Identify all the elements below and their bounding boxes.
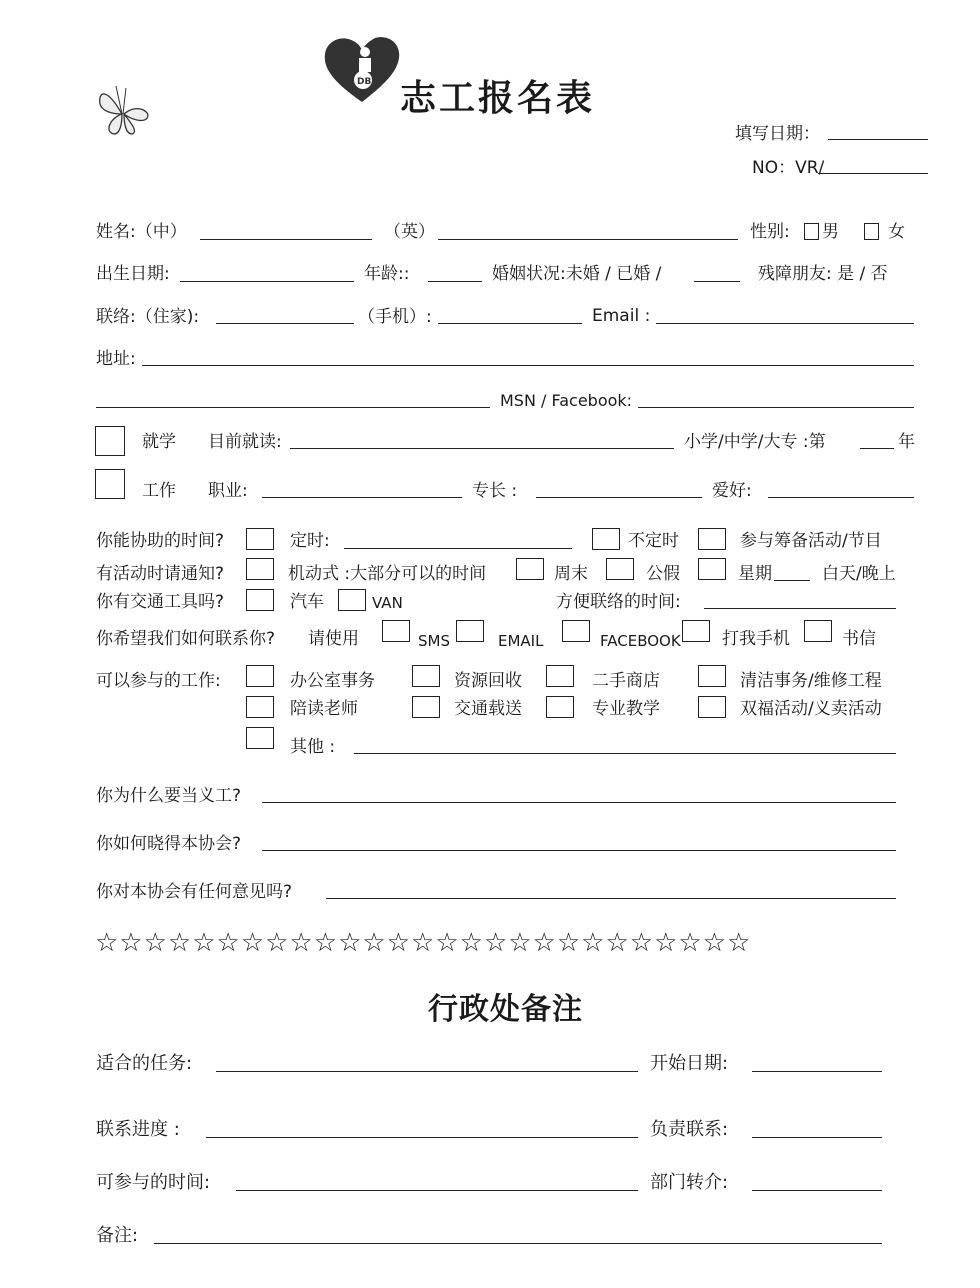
progress-field[interactable]: [206, 1137, 638, 1138]
work-checkbox-2[interactable]: [546, 665, 574, 687]
work-option-2: 二手商店: [592, 671, 660, 691]
male-checkbox[interactable]: [804, 223, 819, 240]
van-checkbox[interactable]: [338, 589, 366, 611]
start-date-field[interactable]: [752, 1071, 882, 1072]
logo: [323, 34, 401, 104]
work-label: 工作: [142, 481, 176, 501]
work-option-1: 资源回收: [454, 671, 522, 691]
question-how: 你如何晓得本协会?: [96, 834, 242, 854]
marital-label: 婚姻状况:未婚 / 已婚 /: [492, 264, 662, 284]
dept-field[interactable]: [752, 1190, 882, 1191]
fill-date-label: 填写日期：: [735, 124, 820, 144]
page-title: 志工报名表: [400, 78, 596, 119]
use-label: 请使用: [308, 629, 359, 649]
no-label: NO：VR/: [752, 158, 825, 178]
notes-label: 备注:: [96, 1225, 139, 1246]
study-current-label: 目前就读:: [208, 432, 282, 452]
owner-field[interactable]: [752, 1137, 882, 1138]
work-option-5: 交通载送: [454, 699, 522, 719]
phone-mobile-label: （手机）:: [358, 307, 432, 327]
work-option-0: 办公室事务: [290, 671, 375, 691]
address-field-2[interactable]: [96, 407, 490, 408]
contact-time-label: 方便联络的时间:: [556, 592, 681, 612]
specialty-field[interactable]: [536, 497, 702, 498]
work-checkbox[interactable]: [95, 469, 125, 499]
unfixed-label: 不定时: [628, 531, 679, 551]
fill-date-field[interactable]: [828, 139, 928, 140]
call-label: 打我手机: [722, 629, 790, 649]
holiday-checkbox[interactable]: [606, 558, 634, 580]
weekday-label: 星期: [738, 564, 772, 584]
study-year-field[interactable]: [860, 448, 894, 449]
female-checkbox[interactable]: [864, 223, 879, 240]
question-feedback: 你对本协会有任何意见吗?: [96, 882, 293, 902]
sms-label: SMS: [418, 632, 450, 650]
unfixed-checkbox[interactable]: [592, 528, 620, 550]
work-checkbox-5[interactable]: [412, 696, 440, 718]
holiday-label: 公假: [646, 564, 680, 584]
address-field[interactable]: [142, 365, 914, 366]
work-option-6: 专业教学: [592, 699, 660, 719]
email-checkbox[interactable]: [456, 620, 484, 642]
facebook-label: FACEBOOK: [600, 632, 681, 650]
prep-label: 参与筹备活动/节目: [740, 531, 882, 551]
car-label: 汽车: [290, 592, 324, 612]
job-label: 职业:: [208, 481, 248, 501]
work-option-3: 清洁事务/维修工程: [740, 671, 882, 691]
flexible-checkbox[interactable]: [246, 558, 274, 580]
male-label: 男: [822, 222, 839, 242]
task-label: 适合的任务:: [96, 1053, 193, 1074]
q-transport-label: 你有交通工具吗?: [96, 592, 225, 612]
task-field[interactable]: [216, 1071, 638, 1072]
work-option-7: 双福活动/义卖活动: [740, 699, 882, 719]
daynight-label: 白天/晚上: [822, 564, 896, 584]
notes-field[interactable]: [154, 1243, 882, 1244]
answer-feedback[interactable]: [326, 898, 896, 899]
facebook-checkbox[interactable]: [562, 620, 590, 642]
fixed-checkbox[interactable]: [246, 528, 274, 550]
age-label: 年龄::: [364, 264, 410, 284]
other-checkbox[interactable]: [246, 727, 274, 749]
study-level-label: 小学/中学/大专 :第: [684, 432, 826, 452]
star-divider: ☆☆☆☆☆☆☆☆☆☆☆☆☆☆☆☆☆☆☆☆☆☆☆☆☆☆☆: [95, 928, 752, 958]
hobby-label: 爱好:: [712, 481, 752, 501]
name-en-field[interactable]: [438, 239, 738, 240]
other-label: 其他 :: [290, 737, 336, 757]
work-checkbox-6[interactable]: [546, 696, 574, 718]
work-option-4: 陪读老师: [290, 699, 358, 719]
address-label: 地址:: [96, 349, 136, 369]
available-time-field[interactable]: [236, 1190, 638, 1191]
study-checkbox[interactable]: [95, 426, 125, 456]
work-checkbox-1[interactable]: [412, 665, 440, 687]
female-label: 女: [888, 222, 905, 242]
car-checkbox[interactable]: [246, 589, 274, 611]
q-notify-label: 有活动时请通知?: [96, 564, 225, 584]
answer-how[interactable]: [262, 850, 896, 851]
owner-label: 负责联系:: [650, 1119, 729, 1140]
admin-title: 行政处备注: [428, 992, 583, 1027]
work-checkbox-0[interactable]: [246, 665, 274, 687]
no-field[interactable]: [818, 173, 928, 174]
available-time-label: 可参与的时间:: [96, 1172, 211, 1193]
weekday-field[interactable]: [774, 580, 810, 581]
dob-label: 出生日期:: [96, 264, 170, 284]
start-date-label: 开始日期:: [650, 1053, 729, 1074]
call-checkbox[interactable]: [682, 620, 710, 642]
gender-label: 性别:: [750, 222, 790, 242]
butterfly-icon: [96, 84, 152, 138]
email-label: Email :: [592, 306, 651, 326]
hobby-field[interactable]: [768, 497, 914, 498]
msn-label: MSN / Facebook:: [500, 391, 633, 410]
sms-checkbox[interactable]: [382, 620, 410, 642]
other-field[interactable]: [354, 753, 896, 754]
marital-other-field[interactable]: [694, 281, 740, 282]
fixed-label: 定时:: [290, 531, 330, 551]
disabled-label: 残障朋友: 是 / 否: [758, 264, 888, 284]
dept-label: 部门转介:: [650, 1172, 729, 1193]
phone-mobile-field[interactable]: [438, 323, 582, 324]
flexible-label: 机动式 :大部分可以的时间: [288, 564, 487, 584]
msn-field[interactable]: [638, 407, 914, 408]
weekend-checkbox[interactable]: [516, 558, 544, 580]
svg-text:DB: DB: [357, 77, 372, 87]
age-field[interactable]: [428, 281, 482, 282]
year-label: 年: [898, 432, 915, 452]
work-checkbox-4[interactable]: [246, 696, 274, 718]
weekday-checkbox[interactable]: [698, 558, 726, 580]
answer-why[interactable]: [262, 802, 896, 803]
specialty-label: 专长 :: [472, 481, 518, 501]
q-contact-label: 你希望我们如何联系你?: [96, 629, 276, 649]
van-label: VAN: [372, 594, 403, 612]
letter-label: 书信: [842, 629, 876, 649]
phone-home-field[interactable]: [216, 323, 354, 324]
study-current-field[interactable]: [290, 448, 674, 449]
question-why: 你为什么要当义工?: [96, 786, 242, 806]
fixed-time-field[interactable]: [344, 548, 572, 549]
dob-field[interactable]: [180, 281, 354, 282]
prep-checkbox[interactable]: [698, 528, 726, 550]
name-en-label: （英）: [384, 222, 435, 242]
work-options-label: 可以参与的工作:: [96, 671, 221, 691]
work-checkbox-3[interactable]: [698, 665, 726, 687]
weekend-label: 周末: [554, 564, 588, 584]
job-field[interactable]: [262, 497, 462, 498]
letter-checkbox[interactable]: [804, 620, 832, 642]
name-cn-label: 姓名:（中）: [96, 222, 187, 242]
email-option-label: EMAIL: [498, 632, 544, 650]
name-cn-field[interactable]: [200, 239, 372, 240]
q-time-label: 你能协助的时间?: [96, 531, 225, 551]
progress-label: 联系进度 :: [96, 1119, 180, 1140]
work-checkbox-7[interactable]: [698, 696, 726, 718]
phone-home-label: 联络:（住家):: [96, 307, 200, 327]
contact-time-field[interactable]: [704, 608, 896, 609]
study-label: 就学: [142, 432, 176, 452]
email-field[interactable]: [656, 323, 914, 324]
